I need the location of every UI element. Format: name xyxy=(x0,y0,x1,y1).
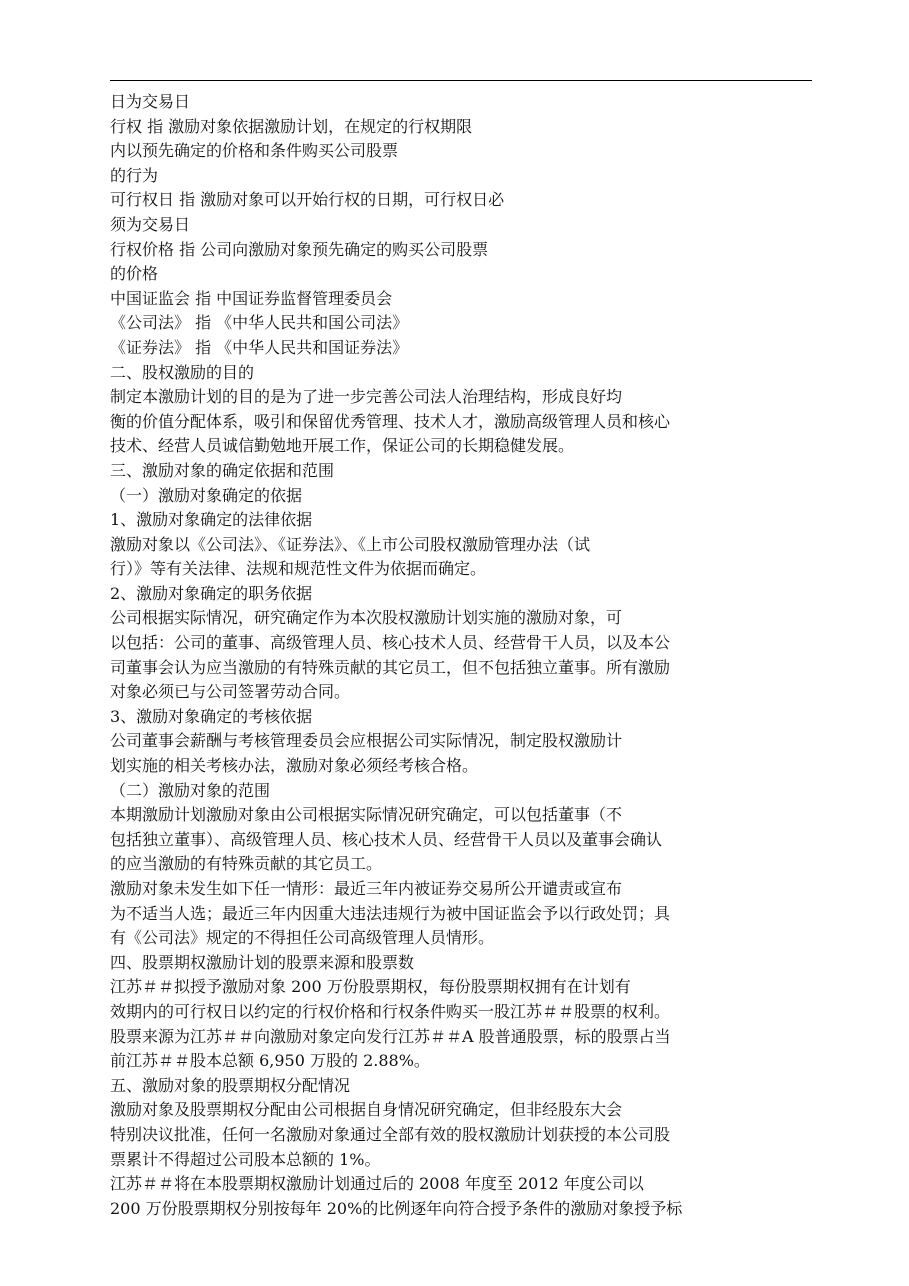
text-line: 行权价格 指 公司向激励对象预先确定的购买公司股票 xyxy=(110,239,489,259)
text-line: 激励对象及股票期权分配由公司根据自身情况研究确定，但非经股东大会 xyxy=(110,1100,623,1120)
text-line: 二、股权激励的目的 xyxy=(110,362,255,382)
text-line: 1、激励对象确定的法律依据 xyxy=(110,510,313,530)
text-line: 的行为 xyxy=(110,165,159,185)
text-line: 3、激励对象确定的考核依据 xyxy=(110,706,313,726)
header-rule xyxy=(110,80,812,81)
text-line: 前江苏＃＃股本总额 6,950 万股的 2.88%。 xyxy=(110,1051,430,1071)
text-line: 对象必须已与公司签署劳动合同。 xyxy=(110,682,351,702)
text-line: 股票来源为江苏＃＃向激励对象定向发行江苏＃＃A 股普通股票，标的股票占当 xyxy=(110,1026,671,1046)
text-line: 须为交易日 xyxy=(110,214,191,234)
text-line: 以包括：公司的董事、高级管理人员、核心技术人员、经营骨干人员，以及本公 xyxy=(110,633,671,653)
text-line: 日为交易日 xyxy=(110,92,191,111)
text-line: 公司董事会薪酬与考核管理委员会应根据公司实际情况，制定股权激励计 xyxy=(110,731,623,751)
text-line: 的应当激励的有特殊贡献的其它员工。 xyxy=(110,854,383,874)
text-line: 2、激励对象确定的职务依据 xyxy=(110,583,313,603)
text-line: 包括独立董事）、高级管理人员、核心技术人员、经营骨干人员以及董事会确认 xyxy=(110,829,663,849)
text-line: 公司根据实际情况，研究确定作为本次股权激励计划实施的激励对象，可 xyxy=(110,608,623,628)
text-line: 中国证监会 指 中国证券监督管理委员会 xyxy=(110,288,393,308)
text-line: 内以预先确定的价格和条件购买公司股票 xyxy=(110,141,399,161)
text-line: 三、激励对象的确定依据和范围 xyxy=(110,460,335,480)
text-line: 票累计不得超过公司股本总额的 1%。 xyxy=(110,1149,381,1169)
text-line: 行权 指 激励对象依据激励计划，在规定的行权期限 xyxy=(110,116,473,136)
text-line: 《证券法》 指 《中华人民共和国证券法》 xyxy=(110,337,409,357)
text-line: 为不适当人选；最近三年内因重大违法违规行为被中国证监会予以行政处罚；具 xyxy=(110,903,671,923)
text-line: 江苏＃＃拟授予激励对象 200 万份股票期权，每份股票期权拥有在计划有 xyxy=(110,977,631,997)
text-line: 制定本激励计划的目的是为了进一步完善公司法人治理结构，形成良好均 xyxy=(110,387,623,407)
text-line: 行）》等有关法律、法规和规范性文件为依据而确定。 xyxy=(110,559,487,579)
text-line: 的价格 xyxy=(110,264,159,284)
text-line: （二）激励对象的范围 xyxy=(110,780,271,800)
text-line: 江苏＃＃将在本股票期权激励计划通过后的 2008 年度至 2012 年度公司以 xyxy=(110,1174,644,1194)
text-line: 本期激励计划激励对象由公司根据实际情况研究确定，可以包括董事（不 xyxy=(110,805,623,825)
text-line: 200 万份股票期权分别按每年 20%的比例逐年向符合授予条件的激励对象授予标 xyxy=(110,1198,683,1218)
text-line: 激励对象未发生如下任一情形：最近三年内被证券交易所公开谴责或宣布 xyxy=(110,879,623,898)
text-line: 效期内的可行权日以约定的行权价格和行权条件购买一股江苏＃＃股票的权利。 xyxy=(110,1001,671,1021)
text-line: 《公司法》 指 《中华人民共和国公司法》 xyxy=(110,313,409,333)
text-line: 司董事会认为应当激励的有特殊贡献的其它员工，但不包括独立董事。所有激励 xyxy=(110,657,671,677)
text-line: （一）激励对象确定的依据 xyxy=(110,485,303,505)
text-line: 激励对象以《公司法》、《证券法》、《上市公司股权激励管理办法（试 xyxy=(110,534,591,554)
text-line: 可行权日 指 激励对象可以开始行权的日期，可行权日必 xyxy=(110,190,505,210)
document-body xyxy=(110,90,810,1221)
text-line: 有《公司法》规定的不得担任公司高级管理人员情形。 xyxy=(110,928,495,948)
text-line: 划实施的相关考核办法，激励对象必须经考核合格。 xyxy=(110,756,479,776)
text-line: 衡的价值分配体系，吸引和保留优秀管理、技术人才，激励高级管理人员和核心 xyxy=(110,411,671,431)
text-line: 特别决议批准，任何一名激励对象通过全部有效的股权激励计划获授的本公司股 xyxy=(110,1124,671,1144)
text-line: 四、股票期权激励计划的股票来源和股票数 xyxy=(110,952,415,972)
text-line: 技术、经营人员诚信勤勉地开展工作，保证公司的长期稳健发展。 xyxy=(110,436,575,456)
text-line: 五、激励对象的股票期权分配情况 xyxy=(110,1075,351,1095)
